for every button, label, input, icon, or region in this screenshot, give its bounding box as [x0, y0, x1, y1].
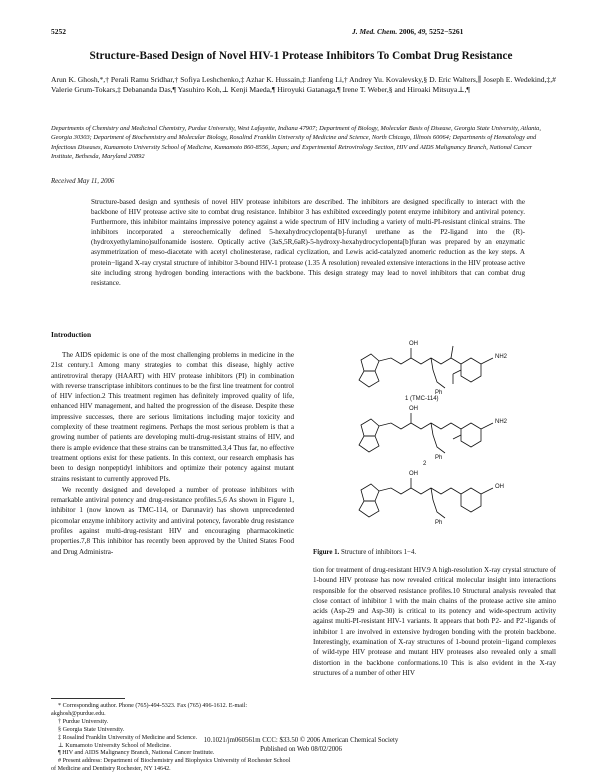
figure-caption	[313, 549, 416, 556]
figure-1-structures	[313, 330, 556, 540]
footnote-kumamoto: ⊥ Kumamoto University School of Medicine.	[58, 742, 172, 749]
label-oh-3: OH	[409, 471, 418, 477]
page-footer	[51, 734, 551, 754]
label-ph-3: Ph	[435, 520, 443, 526]
footnote-georgia: § Georgia State University.	[58, 726, 125, 733]
footnote-nci: ¶ HIV and AIDS Malignancy Branch, National Cancer Institute.	[58, 750, 215, 757]
footer-published: Published on Web 08/02/2006	[260, 745, 342, 753]
footnote-corresponding: * Corresponding author. Phone (765)-494-5323. Fax (765) 496-1612. E-mail: akghosh@purdue.edu.	[51, 703, 248, 717]
label-ph-1: Ph	[435, 390, 443, 396]
label-nh2-1: NH2	[495, 354, 508, 360]
footnote-purdue: † Purdue University.	[58, 718, 109, 725]
article-title: Structure-Based Design of Novel HIV-1 Protease Inhibitors To Combat Drug Resistance	[89, 50, 513, 62]
intro-paragraph-1: The AIDS epidemic is one of the most challenging problems in medicine in the 21st century.1 Among many strategies to combat this disease, highly active antiretroviral therapy (HAART) with HIV protease inhibitors (PI) in combination with reverse transcriptase inhibitors continues to be the first line treatment for control of HIV infection.2 This treatment regimen has definitely improved quality of life, enhanced HIV management, and halted the progression of the disease. Despite these impressive successes, there are serious limitations including major toxicity and complexity of these treatment regimens. Perhaps the most serious problem is that a growing number of patients are developing multi-drug-resistant strains of HIV, and there is ample evidence that these strains can be transmitted.3,4 Thus far, no effective treatment options exist for these patients. In this context, our research emphasis has been to design nonpeptidyl inhibitors and optimize their potency against mutant strains resistant to currently approved PIs.	[51, 351, 294, 483]
label-ph-2: Ph	[435, 455, 443, 461]
structure-3	[359, 478, 493, 518]
caption-text: Structure of inhibitors 1−4.	[341, 549, 417, 556]
affiliations: Departments of Chemistry and Medicinal Chemistry, Purdue University, West Lafayette, Indiana 47907; Department of Biology, Molecular Basis of Disease, Georgia State University, Atlanta, Georgia 30303; Department of Biochemistry and Molecular Biology, Rosalind Franklin University of Medicine and Science, North Chicago, Illinois 60064; Departments of Hematology and Infectious Diseases, Kumamoto University School of Medicine, Kumamoto 860-8556, Japan; and Experimental Retrovirology Section, HIV and AIDS Malignancy Branch, National Cancer Institute, Bethesda, Maryland 20892	[51, 125, 541, 161]
section-heading-introduction: Introduction	[51, 330, 92, 339]
footnote-rosalind: ‡ Rosalind Franklin University of Medicine and Science.	[58, 734, 198, 741]
label-oh-2: OH	[409, 406, 418, 412]
label-compound-1: 1 (TMC-114)	[405, 396, 439, 402]
introduction-text	[51, 350, 294, 557]
footnote-present-address: # Present address: Department of Biochemistry and Biophysics University of Rochester School of Medicine and Dentistry Rochester, NY 14642.	[51, 758, 291, 773]
caption-label: Figure 1.	[313, 549, 340, 556]
structure-1	[359, 346, 493, 388]
author-list: Arun K. Ghosh,*,† Perali Ramu Sridhar,† Sofiya Leshchenko,‡ Azhar K. Hussain,‡ Jianfeng Li,† Andrey Yu. Kovalevsky,§ D. Eric Walters,∥ Joseph E. Wedekind,‡,# Valerie Grum-Tokars,‡ Debananda Das,¶ Yasuhiro Koh,⊥ Kenji Maeda,¶ Hiroyuki Gatanaga,¶ Irene T. Weber,§ and Hiroaki Mitsuya⊥,¶	[51, 75, 556, 94]
label-compound-2: 2	[423, 461, 427, 467]
journal-pages: 5252−5261	[429, 27, 464, 36]
intro-paragraph-2: We recently designed and developed a number of protease inhibitors with remarkable antiviral potency and drug-resistance profiles.5,6 As shown in Figure 1, inhibitor 1 (now known as TMC-114, or Darunavir) has shown unprecedented picomolar enzyme inhibitory activity and antiviral potency, favorable drug resistance profiles against multi-drug-resistant HIV and encouraging pharmacokinetic properties.7,8 This inhibitor has recently been approved by the United States Food and Drug Administra-	[51, 485, 294, 556]
page-number: 5252	[51, 27, 66, 36]
right-column-text: tion for treatment of drug-resistant HIV.9 A high-resolution X-ray crystal structure of 1-bound HIV protease has now revealed critical molecular insight into interactions responsible for the observed resistance profiles.10 Structural analysis revealed that close contact of inhibitor 1 with the main chains of the protease active site amino acids (Asp-29 and Asp-30) is critical to its potency and wide-spectrum activity against multi-PI-resistant HIV-1 variants. It appears that both P2- and P2′-ligands of inhibitor 1 are involved in extensive hydrogen bonding with the protein backbone. Interestingly, examination of X-ray structures of 1-bound protein−ligand complexes of wild-type HIV protease and mutant HIV proteases also revealed only a small distortion in the backbone conformations.10 This is also evident in the X-ray structures of a number of other HIV	[313, 566, 556, 677]
journal-year: 2006,	[399, 27, 416, 36]
abstract: Structure-based design and synthesis of novel HIV protease inhibitors are described. The inhibitors are designed specifically to interact with the backbone of HIV protease active site to combat drug resistance. Inhibitor 3 has exhibited exceedingly potent enzyme inhibitory and antiviral potency. Furthermore, this inhibitor maintains impressive potency against a wide spectrum of HIV including a variety of multi-PI-resistant clinical strains. The inhibitors incorporated a stereochemically defined 5-hexahydrocyclopenta[b]-furanyl urethane as the P2-ligand into the (R)-(hydroxyethylamino)sulfonamide isostere. Optically active (3aS,5R,6aR)-5-hydroxy-hexahydrocyclopenta[b]furan was prepared by an enzymatic asymmetrization of meso-diacetate with acetyl cholinesterase, radical cyclization, and Lewis acid-catalyzed anomeric reduction as the key steps. A protein−ligand X-ray crystal structure of inhibitor 3-bound HIV-1 protease (1.35 Å resolution) revealed extensive interactions in the HIV protease active site including strong hydrogen bonding interactions with the backbone. This design strategy may lead to novel inhibitors that can combat drug resistance.	[91, 198, 525, 287]
label-oh-1: OH	[409, 341, 418, 347]
received-date: Received May 11, 2006	[51, 178, 115, 185]
structure-2	[359, 413, 493, 453]
journal-name: J. Med. Chem.	[352, 27, 398, 36]
footnote-divider	[51, 698, 125, 699]
chemical-structures-drawing	[313, 330, 556, 540]
journal-citation	[352, 27, 463, 36]
footer-doi: 10.1021/jm060561m CCC: $33.50 © 2006 American Chemical Society	[203, 737, 399, 744]
label-oh-4: OH	[495, 484, 504, 490]
journal-volume: 49,	[417, 27, 428, 36]
label-nh2-2: NH2	[495, 419, 508, 425]
